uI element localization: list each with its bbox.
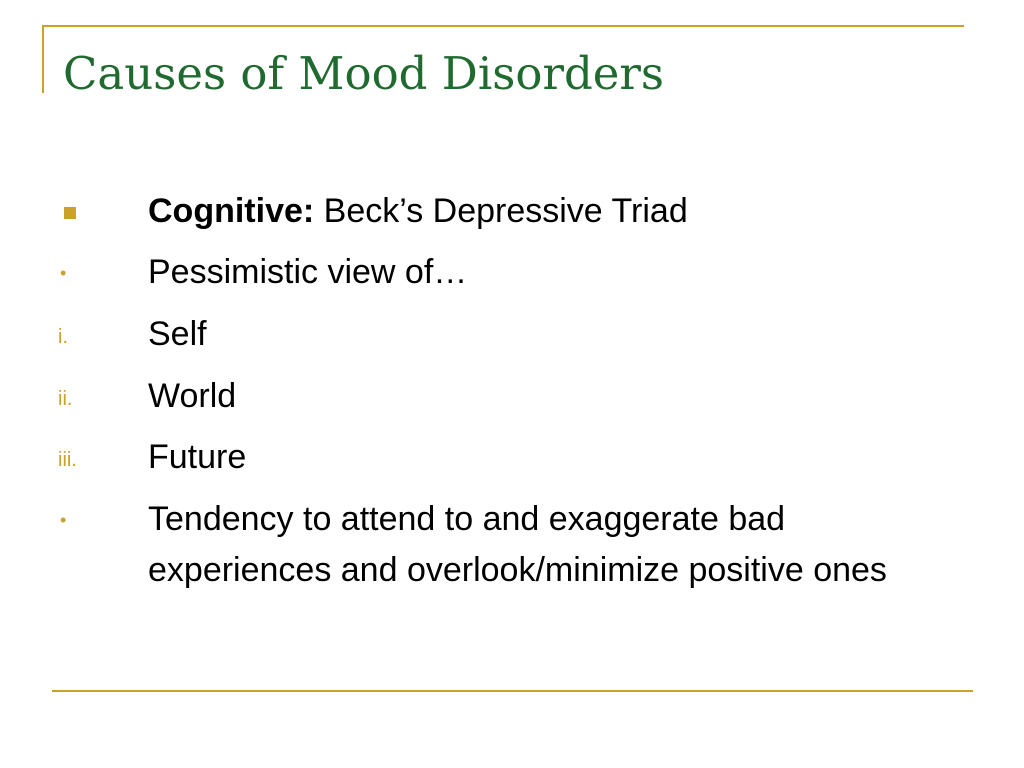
square-bullet-icon xyxy=(64,207,76,219)
list-item-text: Tendency to attend to and exaggerate bad experiences and overlook/minimize positive ones xyxy=(148,500,887,589)
roman-numeral-marker: ii. xyxy=(58,388,73,410)
roman-numeral-marker: i. xyxy=(58,326,68,348)
list-item-bold-lead: Cognitive: xyxy=(148,192,315,230)
frame-bottom-line xyxy=(52,690,973,692)
list-item-text: Pessimistic view of… xyxy=(148,253,468,291)
roman-numeral-marker: iii. xyxy=(58,449,77,471)
dot-bullet-icon: • xyxy=(60,263,67,283)
list-item-text: Self xyxy=(148,315,207,353)
slide-title: Causes of Mood Disorders xyxy=(63,47,664,100)
dot-bullet-icon: • xyxy=(60,510,67,530)
list-item-text xyxy=(148,186,978,237)
list-item-text: Future xyxy=(148,438,247,476)
list-item-rest: Beck’s Depressive Triad xyxy=(314,192,688,230)
list-item-text: World xyxy=(148,377,237,415)
